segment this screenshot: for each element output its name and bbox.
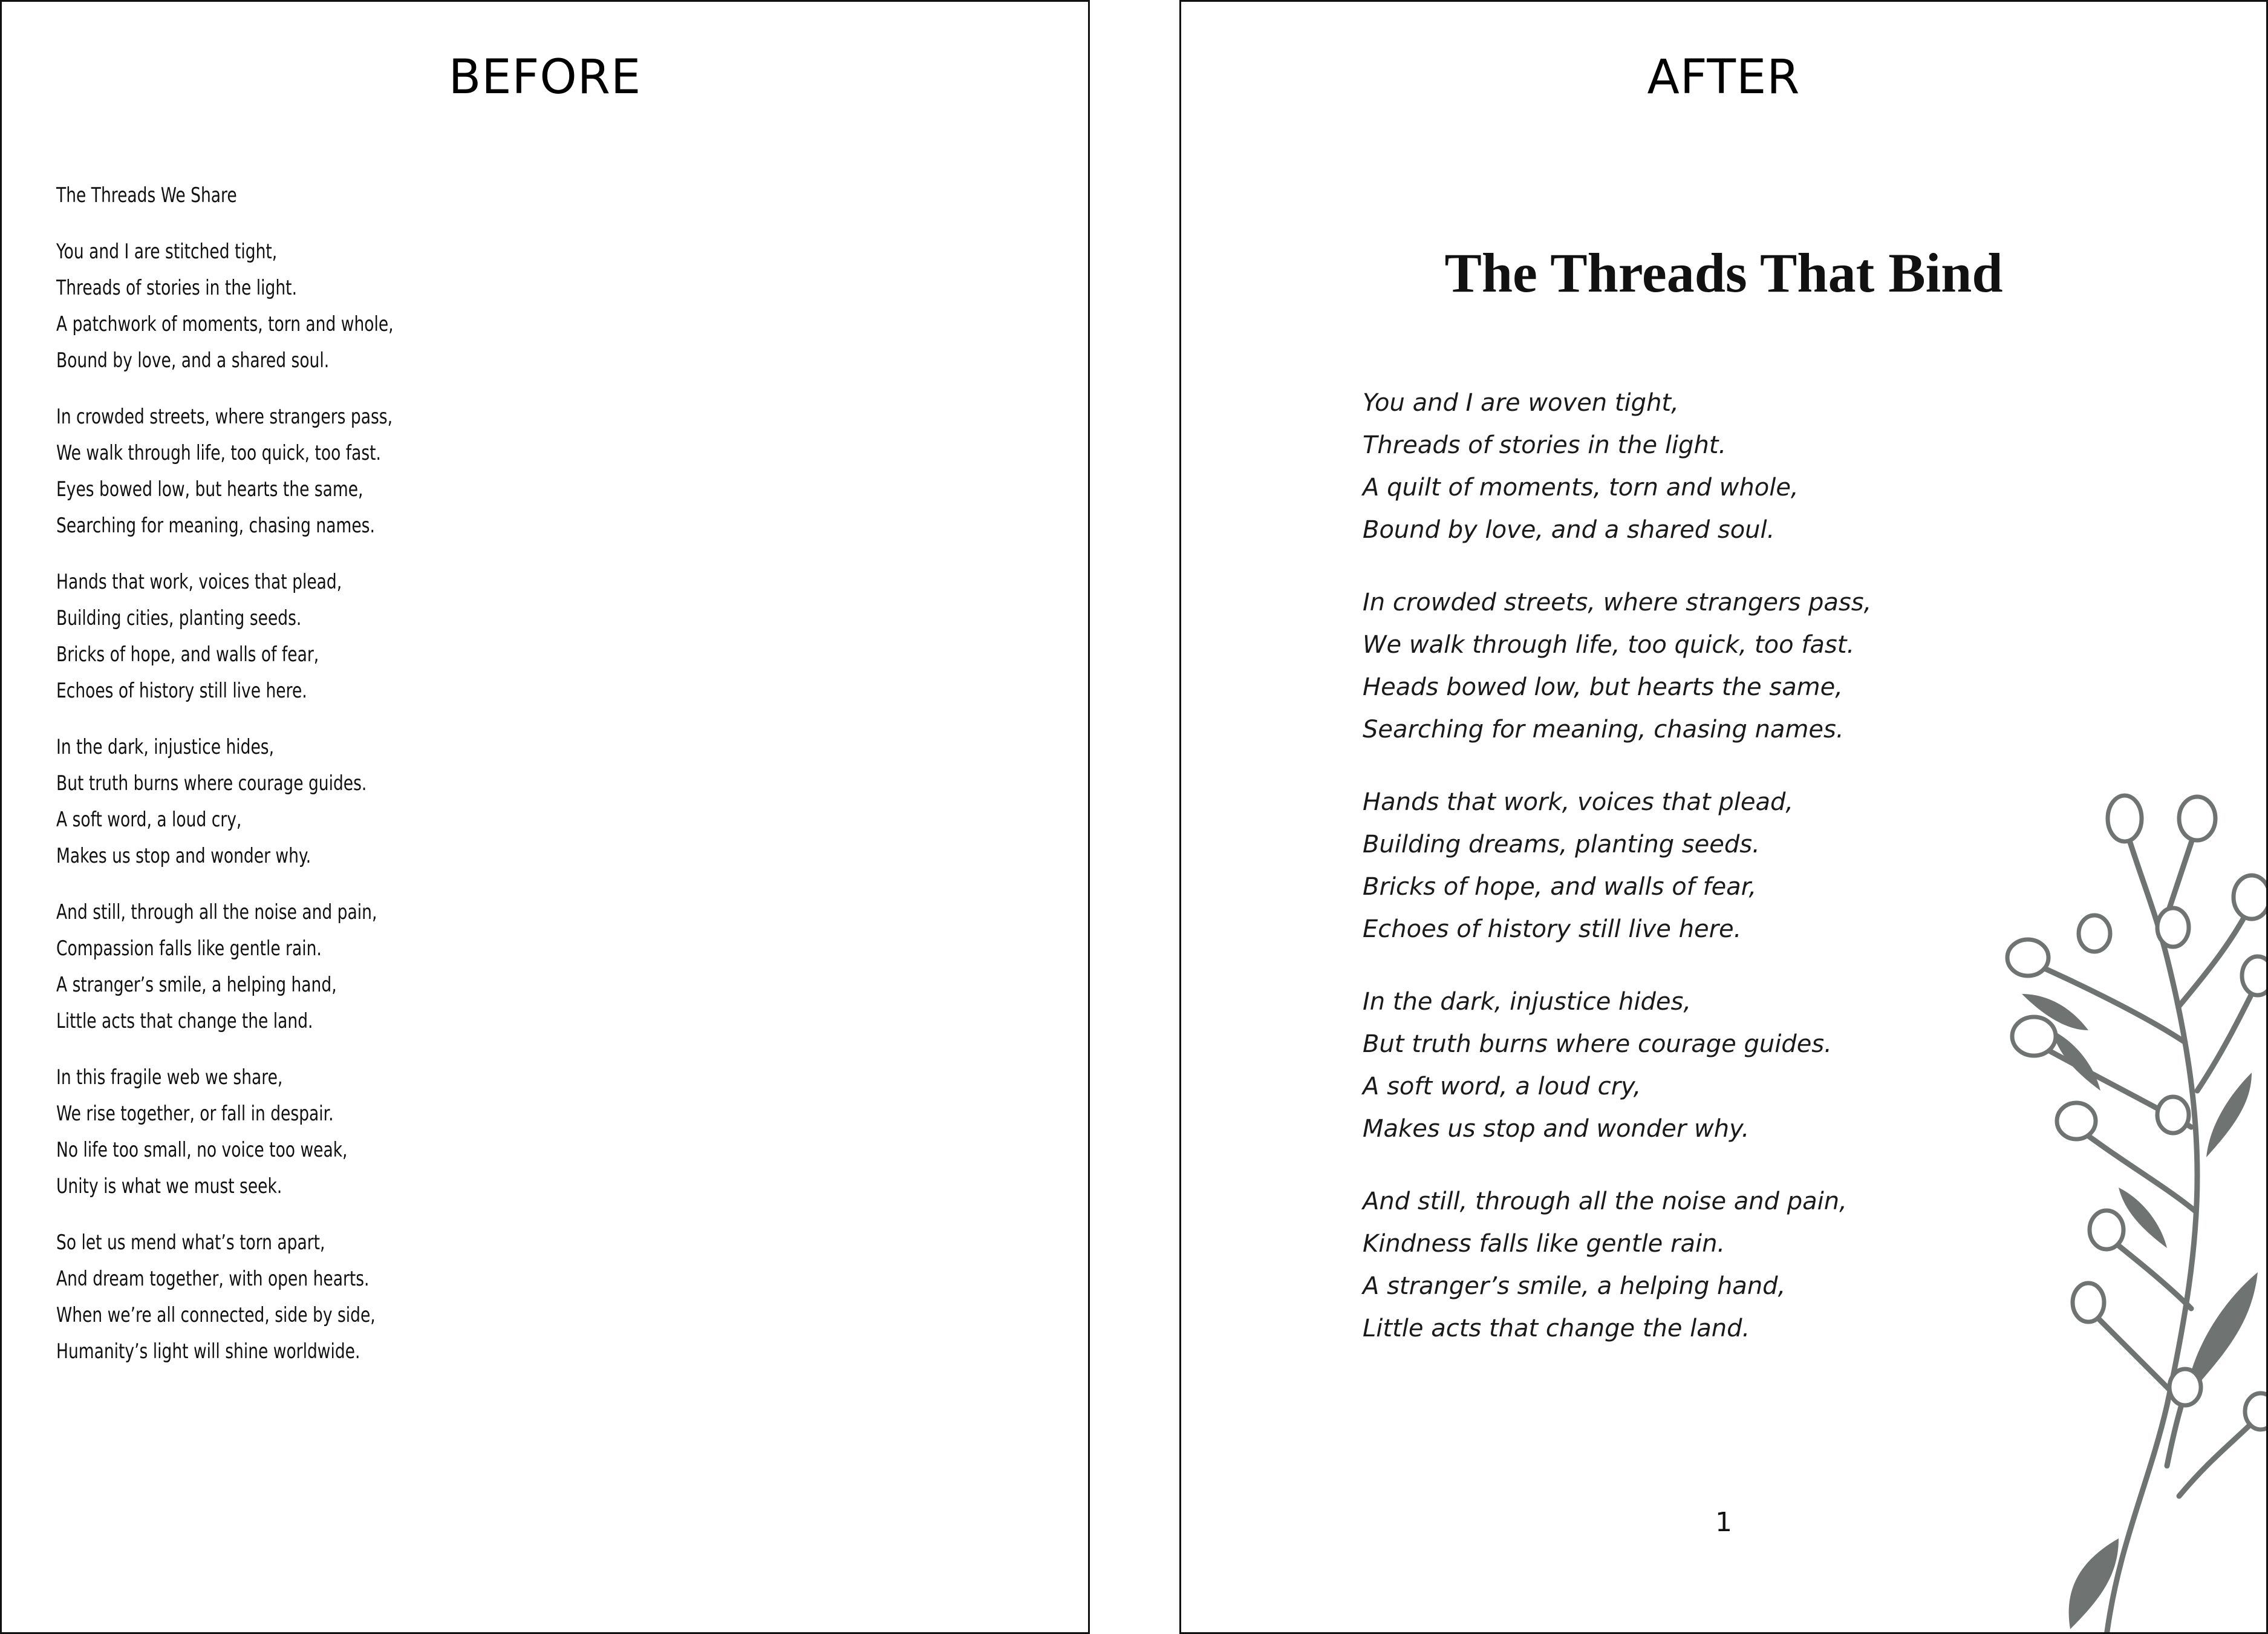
stanza	[56, 564, 670, 709]
poem-line: Humanity’s light will shine worldwide.	[56, 1339, 360, 1364]
poem-line: We walk through life, too quick, too fast.	[56, 441, 381, 465]
after-page	[1179, 0, 2268, 1634]
poem-line: And still, through all the noise and pain,	[56, 900, 377, 924]
poem-line: But truth burns where courage guides.	[56, 771, 367, 796]
flower-bud	[2234, 875, 2268, 919]
poem-line: Hands that work, voices that plead,	[56, 570, 342, 594]
stanza	[1363, 382, 2028, 551]
flower-bud	[2108, 796, 2142, 842]
flower-bud	[2090, 1211, 2123, 1249]
stanza	[56, 399, 670, 544]
poem-line: Searching for meaning, chasing names.	[1363, 716, 1844, 743]
poem-line: In crowded streets, where strangers pass,	[56, 405, 393, 429]
poem-line: Bound by love, and a shared soul.	[56, 348, 330, 373]
after-heading: AFTER	[1647, 50, 1800, 105]
poem-line: Makes us stop and wonder why.	[1363, 1115, 1750, 1143]
poem-line: You and I are woven tight,	[1363, 389, 1679, 417]
poem-line: But truth burns where courage guides.	[1363, 1030, 1832, 1058]
poem-line: Threads of stories in the light.	[1363, 431, 1727, 459]
poem-line: And still, through all the noise and pain,	[1363, 1188, 1847, 1215]
poem-line: Echoes of history still live here.	[1363, 915, 1742, 943]
poem-line: Hands that work, voices that plead,	[1363, 788, 1794, 816]
poem-line: We rise together, or fall in despair.	[56, 1102, 334, 1126]
poem-line: A soft word, a loud cry,	[1363, 1073, 1641, 1100]
flower-bud	[2012, 1017, 2056, 1056]
poem-line: A stranger’s smile, a helping hand,	[1363, 1272, 1786, 1300]
stanza	[56, 234, 670, 379]
branch-right-upper	[2179, 903, 2252, 1006]
poem-line: Echoes of history still live here.	[56, 679, 307, 703]
leaf	[2052, 1030, 2100, 1091]
poem-line: Compassion falls like gentle rain.	[56, 936, 322, 961]
flower-bud	[2007, 940, 2048, 976]
poem-line: Building dreams, planting seeds.	[1363, 831, 1760, 858]
poem-line: A quilt of moments, torn and whole,	[1363, 474, 1799, 502]
poem-line: In the dark, injustice hides,	[1363, 988, 1692, 1016]
poem-line: Little acts that change the land.	[1363, 1315, 1750, 1342]
branch-right-mid	[2197, 982, 2258, 1091]
before-heading: BEFORE	[448, 50, 642, 105]
flower-bud	[2073, 1283, 2104, 1322]
poem-line: Heads bowed low, but hearts the same,	[1363, 673, 1843, 701]
poem-line: In this fragile web we share,	[56, 1065, 283, 1090]
branch-low2	[2088, 1309, 2173, 1393]
leaf	[2206, 1073, 2252, 1157]
poem-line: In crowded streets, where strangers pass,	[1363, 589, 1872, 616]
poem-line: A soft word, a loud cry,	[56, 808, 242, 832]
stanza	[56, 1224, 670, 1370]
flower-bud	[2245, 1393, 2268, 1430]
stanza	[56, 1059, 670, 1204]
flower-bud	[2057, 1103, 2096, 1139]
poem-line: We walk through life, too quick, too fast.	[1363, 631, 1855, 659]
poem-line: Unity is what we must seek.	[56, 1174, 282, 1198]
flower-bud	[2079, 915, 2110, 952]
poem-line: Building cities, planting seeds.	[56, 606, 302, 630]
leaf	[2119, 1188, 2167, 1248]
branch-mid	[2076, 1127, 2196, 1212]
poem-line: Eyes bowed low, but hearts the same,	[56, 477, 363, 502]
poem-line: A stranger’s smile, a helping hand,	[56, 973, 337, 997]
poem-line: Searching for meaning, chasing names.	[56, 514, 375, 538]
flower-bud	[2169, 1369, 2201, 1405]
after-stanza-list	[1363, 382, 2028, 1350]
poem-line: Bricks of hope, and walls of fear,	[56, 642, 319, 667]
stanza	[1363, 1180, 2028, 1350]
poem-line: Little acts that change the land.	[56, 1009, 313, 1033]
poem-line: When we’re all connected, side by side,	[56, 1303, 376, 1327]
poem-line: Kindness falls like gentle rain.	[1363, 1230, 1725, 1258]
stanza	[56, 894, 670, 1039]
before-page	[0, 0, 1090, 1634]
page-number: 1	[1715, 1507, 1732, 1538]
branch-right-low	[2179, 1417, 2258, 1496]
poem-line: Bricks of hope, and walls of fear,	[1363, 873, 1757, 901]
before-poem	[56, 177, 670, 1390]
flower-bud	[2242, 956, 2268, 995]
poem-line: Makes us stop and wonder why.	[56, 844, 311, 868]
stanza	[56, 729, 670, 874]
flower-bud	[2179, 797, 2215, 840]
poem-line: So let us mend what’s torn apart,	[56, 1230, 325, 1255]
stanza	[1363, 781, 2028, 950]
after-poem	[1363, 382, 2028, 1380]
poem-line: No life too small, no voice too weak,	[56, 1138, 348, 1162]
poem-line: A patchwork of moments, torn and whole,	[56, 312, 394, 336]
poem-line: Threads of stories in the light.	[56, 276, 298, 300]
poem-line: Bound by love, and a shared soul.	[1363, 516, 1775, 544]
flower-bud	[2157, 1097, 2189, 1133]
before-stanza-list	[56, 234, 670, 1370]
stanza	[1363, 981, 2028, 1150]
poem-line: And dream together, with open hearts.	[56, 1267, 370, 1291]
branch-low	[2107, 1236, 2191, 1309]
after-poem-title: The Threads That Bind	[1444, 242, 2003, 304]
poem-line: In the dark, injustice hides,	[56, 735, 275, 759]
poem-line: You and I are stitched tight,	[56, 240, 278, 264]
before-poem-title: The Threads We Share	[56, 183, 237, 208]
stanza	[1363, 581, 2028, 751]
flower-bud	[2157, 908, 2189, 947]
